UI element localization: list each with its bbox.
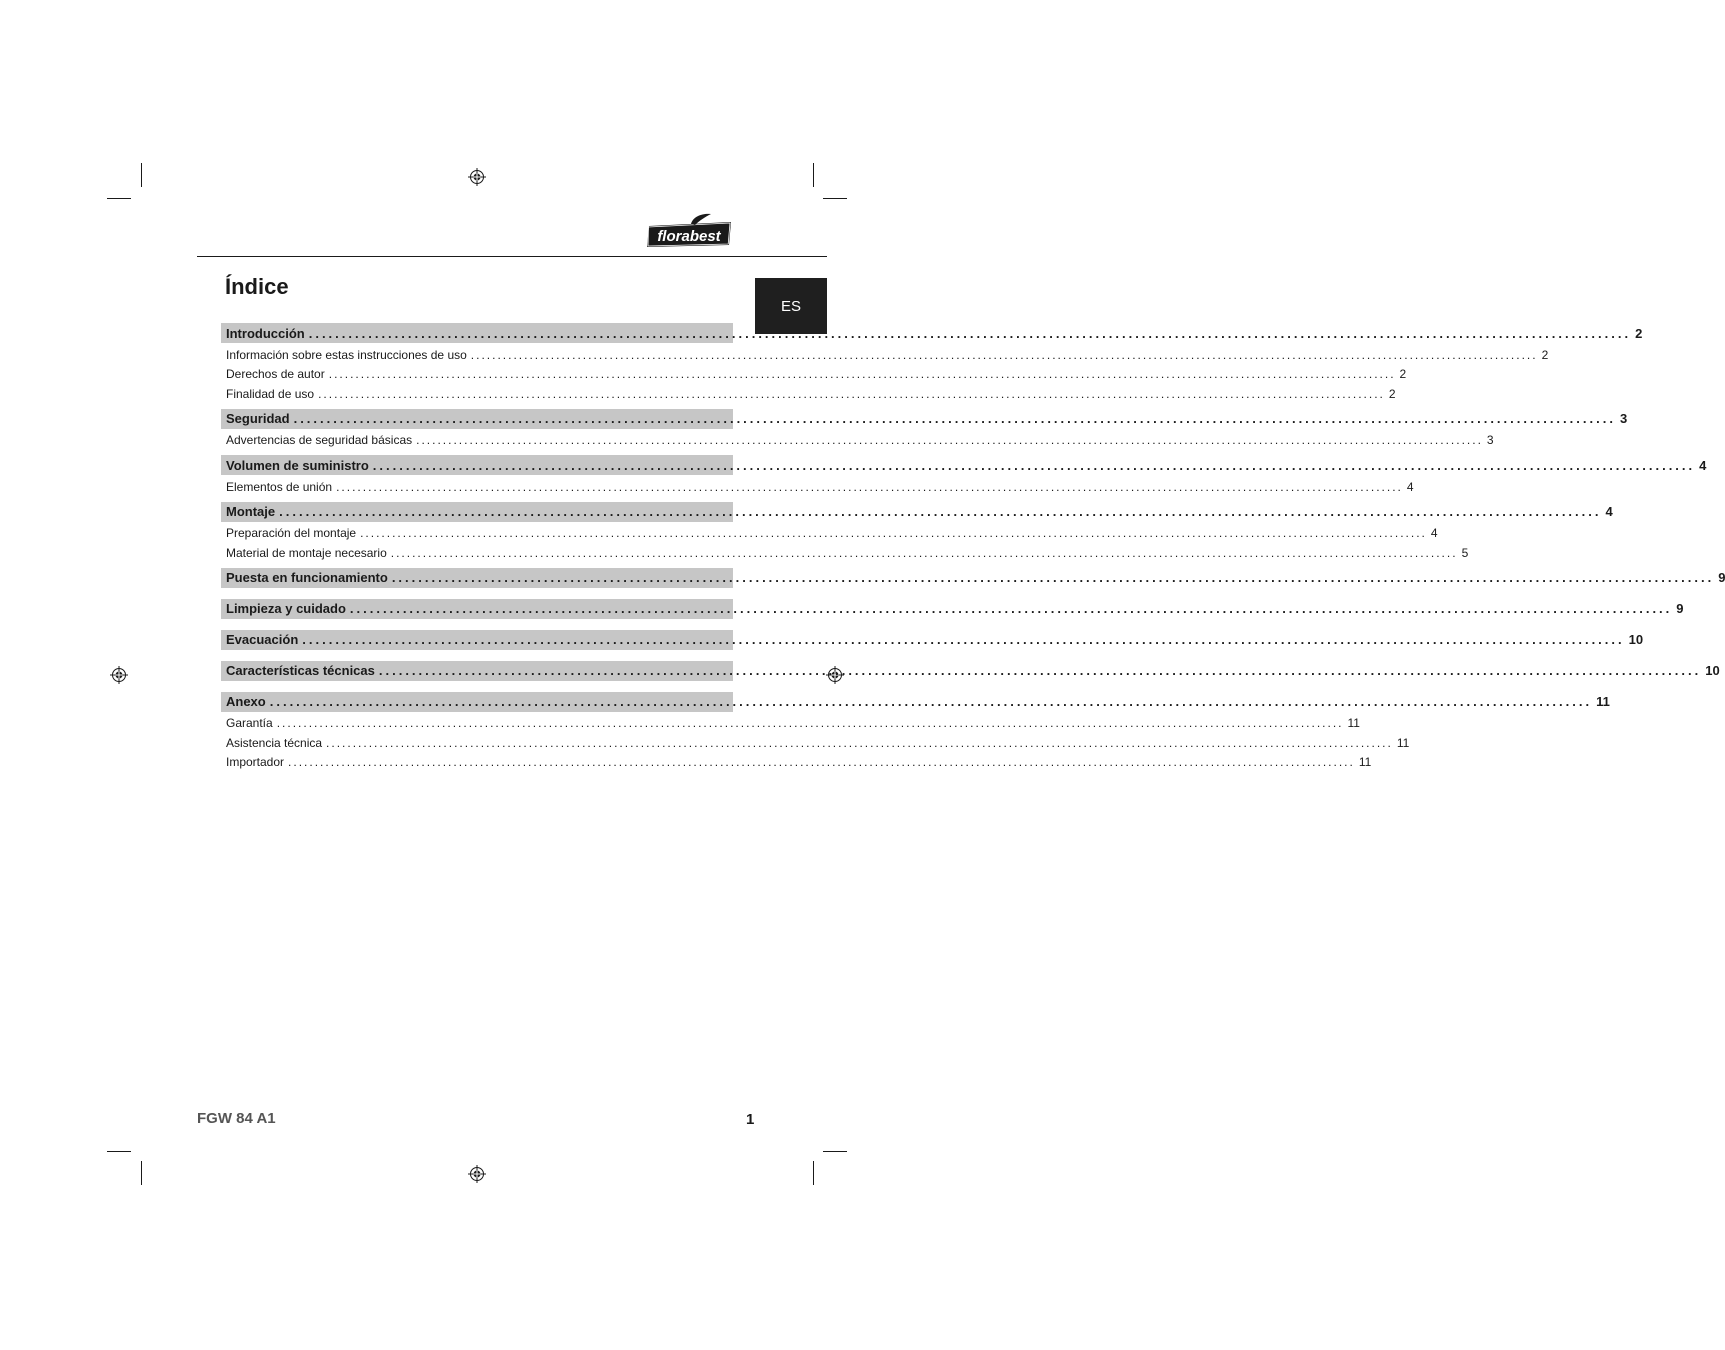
toc-section-page: 2: [1635, 325, 1643, 341]
toc-leader-dots: ........................................................................................................................................................................................................: [416, 433, 1483, 448]
toc-subsection-row: [221, 753, 1372, 773]
svg-text:florabest: florabest: [657, 228, 721, 245]
toc-subsection-label: Elementos de unión: [226, 479, 333, 494]
toc-subsection-page: 2: [1541, 347, 1549, 362]
toc-section-row: [221, 455, 1707, 475]
crop-mark: [823, 1151, 847, 1152]
toc-subsection-row: [221, 345, 1549, 365]
toc-section-label: Montaje: [226, 504, 276, 519]
toc-section-page: 9: [1718, 570, 1725, 585]
toc-subsection-group: [221, 475, 1414, 497]
toc-subsection-label: Preparación del montaje: [226, 526, 357, 541]
toc-subsection-label: Material de montaje necesario: [226, 545, 387, 560]
registration-mark-icon: [468, 168, 486, 186]
florabest-logo: [645, 212, 735, 248]
toc-section-page: 10: [1628, 632, 1644, 647]
toc-leader-dots: ........................................................................................................................................................................................................: [336, 479, 1403, 494]
toc-subsection-page: 2: [1388, 386, 1396, 401]
toc-subsection-label: Derechos de autor: [226, 367, 325, 382]
toc-subsection-page: 3: [1486, 433, 1494, 448]
page-title: Índice: [225, 274, 289, 299]
toc-leader-dots: ........................................................................................................................................................................................................: [308, 325, 1632, 341]
toc-leader-dots: ........................................................................................................................................................................................................: [293, 411, 1616, 426]
registration-mark-icon: [468, 1165, 486, 1183]
toc-leader-dots: ........................................................................................................................................................................................................: [328, 367, 1396, 382]
header-rule: [197, 256, 827, 257]
crop-mark: [823, 198, 847, 199]
toc-section-row: [221, 502, 1613, 522]
toc-section-row: [221, 409, 1628, 429]
toc-leader-dots: ........................................................................................................................................................................................................: [390, 545, 1458, 560]
toc-subsection-page: 11: [1358, 755, 1372, 770]
toc-section-label: Seguridad: [226, 411, 290, 426]
toc-subsection-label: Información sobre estas instrucciones de uso: [226, 347, 467, 362]
toc-subsection-row: [221, 733, 1410, 753]
toc-section-label: Evacuación: [226, 632, 299, 647]
crop-mark: [813, 1161, 814, 1185]
toc-section-page: 4: [1605, 504, 1613, 519]
toc-subsection-label: Asistencia técnica: [226, 735, 323, 750]
toc-subsection-row: [221, 384, 1396, 404]
toc-section-page: 11: [1596, 694, 1610, 709]
toc-section-label: Introducción: [226, 325, 305, 341]
toc-section-label: Limpieza y cuidado: [226, 601, 346, 616]
toc-section-page: 3: [1619, 411, 1628, 426]
toc-subsection-group: [221, 429, 1494, 451]
crop-mark: [141, 1161, 142, 1185]
crop-mark: [141, 163, 142, 187]
toc-leader-dots: ........................................................................................................................................................................................................: [391, 570, 1715, 585]
toc-subsection-page: 4: [1406, 479, 1414, 494]
toc-subsection-group: [221, 343, 1549, 404]
toc-section-label: Puesta en funcionamiento: [226, 570, 388, 585]
toc-subsection-page: 2: [1399, 367, 1407, 382]
toc-section-label: Anexo: [226, 694, 266, 709]
toc-leader-dots: ........................................................................................................................................................................................................: [326, 735, 1393, 750]
toc-section-page: 4: [1699, 457, 1707, 473]
toc-leader-dots: ........................................................................................................................................................................................................: [269, 694, 1593, 709]
footer-page-number: 1: [746, 1111, 755, 1128]
toc-leader-dots: ........................................................................................................................................................................................................: [470, 347, 1538, 362]
toc-leader-dots: ........................................................................................................................................................................................................: [349, 601, 1673, 616]
toc-subsection-page: 11: [1347, 716, 1360, 731]
toc-leader-dots: ........................................................................................................................................................................................................: [276, 716, 1344, 731]
toc-subsection-label: Garantía: [226, 716, 273, 731]
footer-model: FGW 84 A1: [197, 1110, 276, 1127]
toc-section-row: [221, 661, 1720, 681]
registration-mark-icon: [110, 666, 128, 684]
toc-subsection-page: 11: [1396, 735, 1410, 750]
toc-leader-dots: ........................................................................................................................................................................................................: [372, 457, 1696, 473]
toc-leader-dots: ........................................................................................................................................................................................................: [279, 504, 1602, 519]
toc-leader-dots: ........................................................................................................................................................................................................: [378, 663, 1702, 678]
toc-leader-dots: ........................................................................................................................................................................................................: [318, 386, 1385, 401]
toc-subsection-group: [221, 522, 1469, 563]
table-of-contents: [221, 323, 1725, 777]
language-tab: ES: [755, 278, 827, 334]
toc-section-label: Características técnicas: [226, 663, 375, 678]
toc-section-row: [221, 692, 1610, 712]
toc-subsection-row: [221, 714, 1360, 734]
crop-mark: [107, 1151, 131, 1152]
toc-subsection-page: 5: [1461, 545, 1469, 560]
toc-subsection-label: Advertencias de seguridad básicas: [226, 433, 413, 448]
toc-subsection-row: [221, 477, 1414, 497]
toc-section-row: [221, 323, 1643, 343]
toc-subsection-group: [221, 712, 1410, 773]
crop-mark: [813, 163, 814, 187]
toc-subsection-row: [221, 524, 1438, 544]
toc-section-row: [221, 568, 1725, 588]
crop-mark: [107, 198, 131, 199]
toc-section-label: Volumen de suministro: [226, 457, 369, 473]
toc-leader-dots: ........................................................................................................................................................................................................: [360, 526, 1427, 541]
toc-subsection-row: [221, 543, 1469, 563]
toc-section-row: [221, 630, 1644, 650]
toc-section-page: 10: [1705, 663, 1720, 678]
toc-subsection-row: [221, 431, 1494, 451]
toc-leader-dots: ........................................................................................................................................................................................................: [302, 632, 1625, 647]
toc-subsection-label: Importador: [226, 755, 285, 770]
toc-subsection-label: Finalidad de uso: [226, 386, 315, 401]
toc-section-page: 9: [1676, 601, 1684, 616]
toc-leader-dots: ........................................................................................................................................................................................................: [288, 755, 1355, 770]
toc-subsection-page: 4: [1430, 526, 1438, 541]
toc-section-row: [221, 599, 1684, 619]
toc-subsection-row: [221, 365, 1407, 385]
